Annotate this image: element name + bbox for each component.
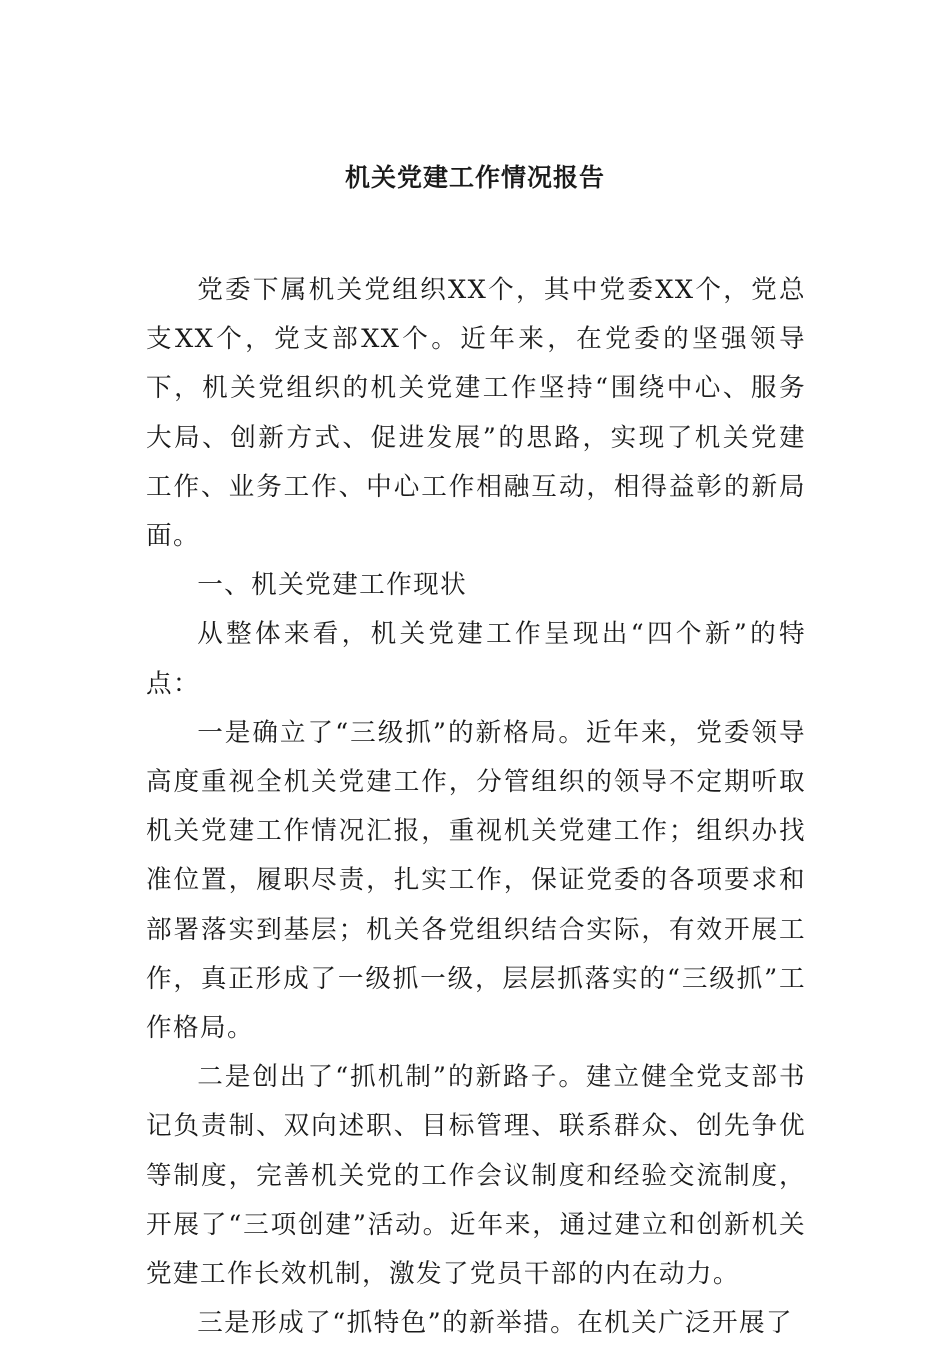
paragraph-intro: 党委下属机关党组织XX个，其中党委XX个，党总支XX个，党支部XX个。近年来，在党委的坚强领导下，机关党组织的机关党建工作坚持“围绕中心、服务大局、创新方式、促进发展”的思路，实现了机关党建工作、业务工作、中心工作相融互动，相得益彰的新局面。 — [146, 275, 806, 552]
paragraph-point-three: 三是形成了“抓特色”的新举措。在机关广泛开展了 — [197, 1308, 794, 1339]
section-heading: 一、机关党建工作现状 — [197, 570, 468, 601]
paragraph-overview: 从整体来看，机关党建工作呈现出“四个新”的特点： — [146, 619, 806, 699]
document-title: 机关党建工作情况报告 — [344, 163, 605, 192]
paragraph-point-two: 二是创出了“抓机制”的新路子。建立健全党支部书记负责制、双向述职、目标管理、联系群众、创先争优等制度，完善机关党的工作会议制度和经验交流制度，开展了“三项创建”活动。近年来，通过建立和创新机关党建工作长效机制，激发了党员干部的内在动力。 — [146, 1062, 806, 1290]
paragraph-point-one: 一是确立了“三级抓”的新格局。近年来，党委领导高度重视全机关党建工作，分管组织的领导不定期听取机关党建工作情况汇报，重视机关党建工作；组织办找准位置，履职尽责，扎实工作，保证党委的各项要求和部署落实到基层；机关各党组织结合实际，有效开展工作，真正形成了一级抓一级，层层抓落实的“三级抓”工作格局。 — [146, 717, 806, 1044]
document-body — [146, 266, 806, 1348]
